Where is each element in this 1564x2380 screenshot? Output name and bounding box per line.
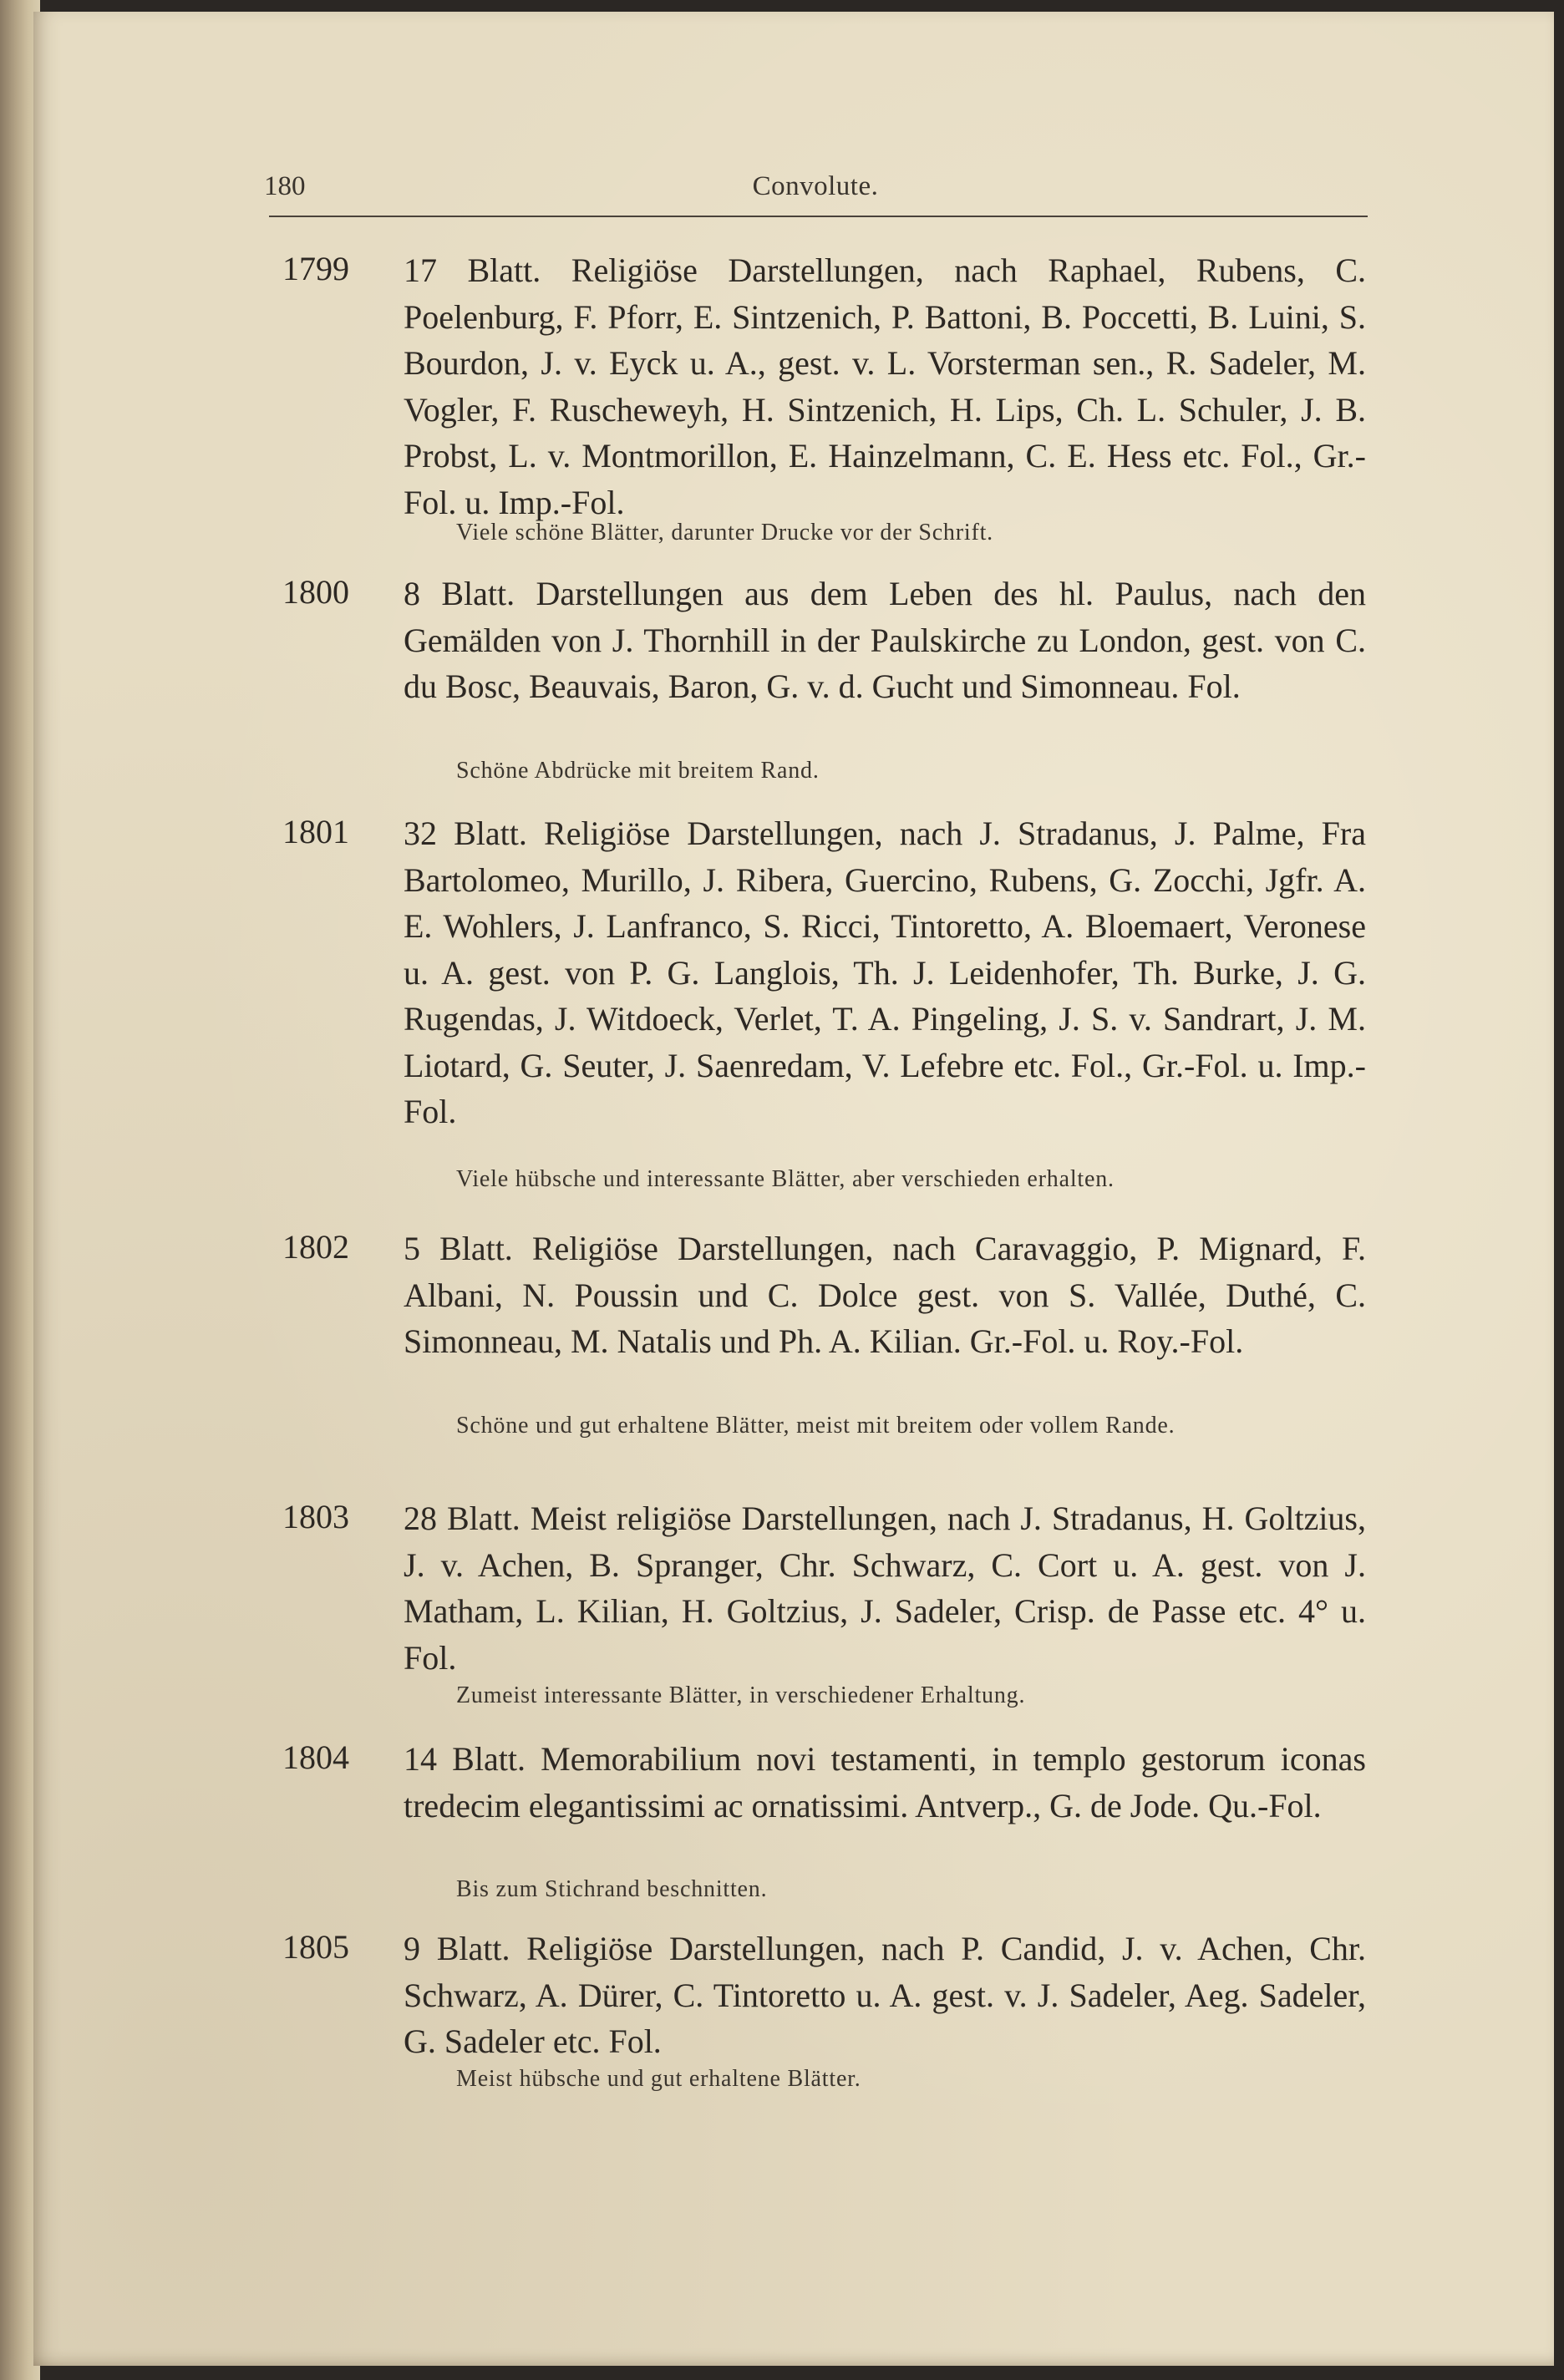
lot-number: 1801 xyxy=(282,813,349,850)
lot-number: 1804 xyxy=(282,1738,349,1776)
page-number: 180 xyxy=(264,171,306,201)
entry-description: 28 Blatt. Meist religiöse Darstellungen, nach J. Stradanus, H. Goltzius, J. v. Achen, B. Spranger, Chr. Schwarz, C. Cort u. A. gest. von J. Matham, L. Kilian, H. Goltzius, J. Sadeler, Crisp. de Passe etc. 4° u. Fol. xyxy=(404,1500,1366,1677)
entry-note: Schöne Abdrücke mit breitem Rand. xyxy=(456,758,820,784)
lot-number: 1803 xyxy=(282,1498,349,1535)
entry-description: 14 Blatt. Memorabilium novi testamenti, in templo gestorum iconas tredecim elegantissimi ac ornatissimi. Antverp., G. de Jode. Qu.-Fol. xyxy=(404,1740,1366,1824)
page-title: Convolute. xyxy=(752,171,879,201)
entry-note: Zumeist interessante Blätter, in verschiedener Erhaltung. xyxy=(456,1682,1026,1708)
entry-note: Meist hübsche und gut erhaltene Blätter. xyxy=(456,2066,861,2092)
entry-description: 5 Blatt. Religiöse Darstellungen, nach Caravaggio, P. Mignard, F. Albani, N. Poussin und C. Dolce gest. von S. Vallée, Duthé, C. Simonneau, M. Natalis und Ph. A. Kilian. Gr.-Fol. u. Roy.-Fol. xyxy=(404,1230,1366,1360)
lot-number: 1805 xyxy=(282,1928,349,1966)
entry-note: Bis zum Stichrand beschnitten. xyxy=(456,1876,768,1902)
entry-note: Schöne und gut erhaltene Blätter, meist mit breitem oder vollem Rande. xyxy=(456,1413,1176,1439)
lot-number: 1802 xyxy=(282,1228,349,1266)
lot-number: 1800 xyxy=(282,573,349,611)
entry-note: Viele hübsche und interessante Blätter, aber verschieden erhalten. xyxy=(456,1166,1115,1192)
entry-description: 8 Blatt. Darstellungen aus dem Leben des hl. Paulus, nach den Gemälden von J. Thornhill in der Paulskirche zu London, gest. von C. du Bosc, Beauvais, Baron, G. v. d. Gucht und Simonneau. Fol. xyxy=(404,575,1366,705)
entry-description: 9 Blatt. Religiöse Darstellungen, nach P. Candid, J. v. Achen, Chr. Schwarz, A. Dürer, C. Tintoretto u. A. gest. v. J. Sadeler, Aeg. Sadeler, G. Sadeler etc. Fol. xyxy=(404,1930,1366,2060)
entry-note: Viele schöne Blätter, darunter Drucke vor der Schrift. xyxy=(456,520,993,546)
lot-number: 1799 xyxy=(282,250,349,287)
entry-description: 32 Blatt. Religiöse Darstellungen, nach J. Stradanus, J. Palme, Fra Bartolomeo, Murillo, J. Ribera, Guercino, Rubens, G. Zocchi, Jgfr. A. E. Wohlers, J. Lanfranco, S. Ricci, Tintoretto, A. Bloemaert, Veronese u. A. gest. von P. G. Langlois, Th. J. Leidenhofer, Th. Burke, J. G. Rugendas, J. Witdoeck, Verlet, T. A. Pingeling, J. S. v. Sandrart, J. M. Liotard, G. Seuter, J. Saenredam, V. Lefebre etc. Fol., Gr.-Fol. u. Imp.-Fol. xyxy=(404,814,1366,1130)
entry-description: 17 Blatt. Religiöse Darstellungen, nach Raphael, Rubens, C. Poelenburg, F. Pforr, E. Sintzenich, P. Battoni, B. Poccetti, B. Luini, S. Bourdon, J. v. Eyck u. A., gest. v. L. Vorsterman sen., R. Sadeler, M. Vogler, F. Ruscheweyh, H. Sintzenich, H. Lips, Ch. L. Schuler, J. B. Probst, L. v. Montmorillon, E. Hainzelmann, C. E. Hess etc. Fol., Gr.-Fol. u. Imp.-Fol. xyxy=(404,251,1366,521)
